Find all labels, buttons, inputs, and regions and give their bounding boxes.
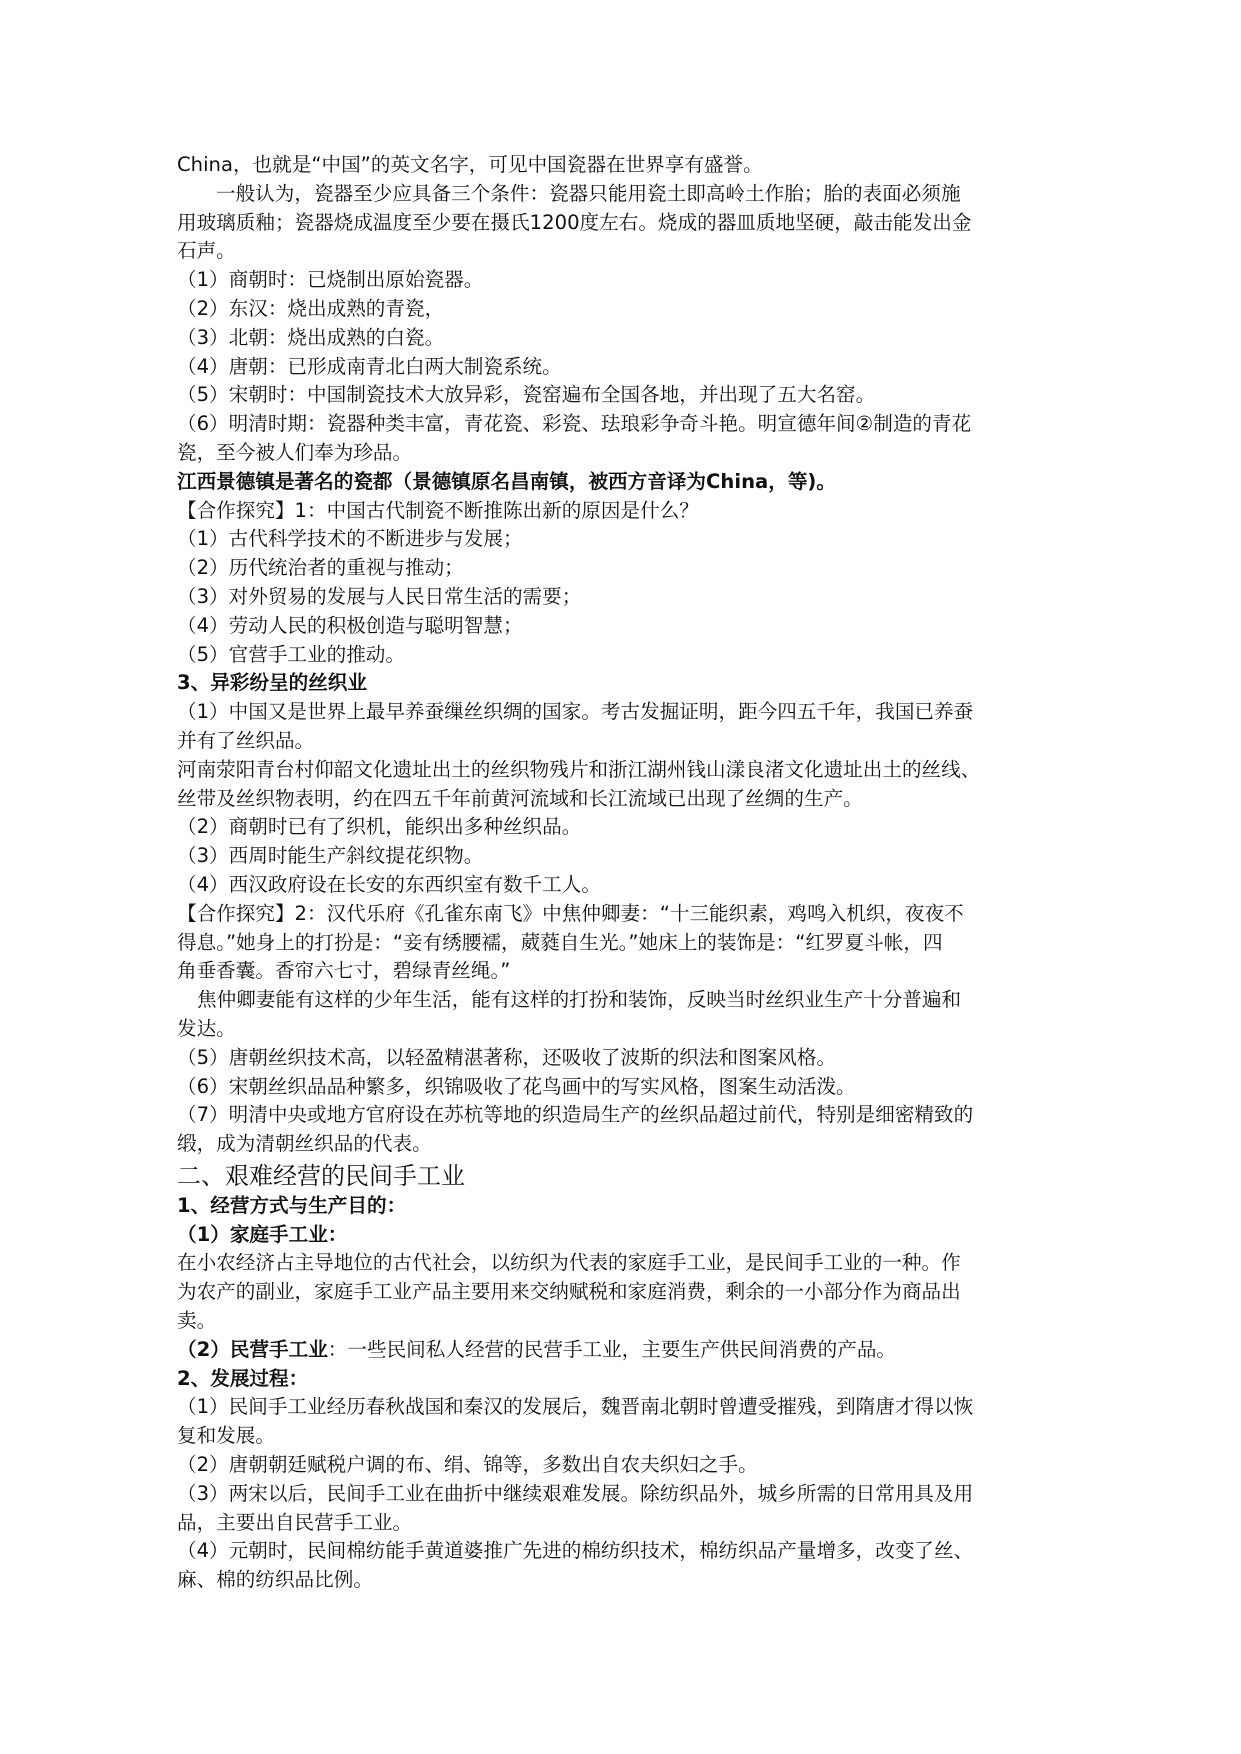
text-segment: ：一些民间私人经营的民营手工业，主要生产供民间消费的产品。 xyxy=(327,1337,897,1361)
text-line xyxy=(177,813,1077,842)
text-line xyxy=(177,1566,1077,1595)
document-page xyxy=(177,151,1077,1595)
text-line xyxy=(177,237,1077,266)
text-segment: 用玻璃质釉；瓷器烧成温度至少要在摄氏1200度左右。烧成的器皿质地坚硬，敲击能发出金 xyxy=(177,210,972,234)
text-segment: （3）北朝：烧出成熟的白瓷。 xyxy=(177,325,445,349)
text-segment: 一般认为，瓷器至少应具备三个条件：瓷器只能用瓷土即高岭土作胎；胎的表面必须施 xyxy=(216,181,961,205)
text-segment: （3）西周时能生产斜纹提花织物。 xyxy=(177,844,484,868)
text-segment: （5）官营手工业的推动。 xyxy=(177,642,405,666)
text-line xyxy=(177,785,1077,814)
text-segment: 并有了丝织品。 xyxy=(177,728,315,752)
text-line xyxy=(177,353,1077,382)
text-segment: 【合作探究】1：中国古代制瓷不断推陈出新的原因是什么？ xyxy=(177,498,699,522)
bold-text-line xyxy=(177,1365,1077,1394)
text-segment: 得息。”她身上的打扮是：“妾有绣腰襦，葳蕤自生光。”她床上的装饰是：“红罗夏斗帐，四 xyxy=(177,930,943,954)
text-line xyxy=(177,842,1077,871)
text-segment: （2）商朝时已有了织机，能织出多种丝织品。 xyxy=(177,815,582,839)
text-segment: 石声。 xyxy=(177,239,236,263)
bold-label: （2）民营手工业 xyxy=(177,1337,328,1361)
text-segment: （6）明清时期：瓷器种类丰富，青花瓷、彩瓷、珐琅彩争奇斗艳。明宣德年间②制造的青花 xyxy=(177,412,972,436)
text-line xyxy=(177,1509,1077,1538)
text-segment: （5）宋朝时：中国制瓷技术大放异彩，瓷窑遍布全国各地，并出现了五大名窑。 xyxy=(177,383,876,407)
text-segment: （3）两宋以后，民间手工业在曲折中继续艰难发展。除纺织品外，城乡所需的日常用具及用 xyxy=(177,1481,974,1505)
text-line xyxy=(177,324,1077,353)
text-line xyxy=(177,1044,1077,1073)
bold-text-line xyxy=(177,669,1077,698)
text-line xyxy=(177,900,1077,929)
text-line xyxy=(177,497,1077,526)
text-line xyxy=(177,1278,1077,1307)
text-line xyxy=(177,957,1077,986)
text-segment: （1）家庭手工业： xyxy=(177,1222,348,1246)
text-segment: （4）元朝时，民间棉纺能手黄道婆推广先进的棉纺织技术，棉纺织品产量增多，改变了丝、 xyxy=(177,1539,974,1563)
text-segment: （2）历代统治者的重视与推动； xyxy=(177,556,464,580)
text-line xyxy=(177,727,1077,756)
text-line xyxy=(177,439,1077,468)
text-segment: 发达。 xyxy=(177,1016,236,1040)
text-segment: （7）明清中央或地方官府设在苏杭等地的织造局生产的丝织品超过前代，特别是细密精致的 xyxy=(177,1103,974,1127)
text-segment: 1、经营方式与生产目的： xyxy=(177,1193,407,1217)
text-segment: （6）宋朝丝织品品种繁多，织锦吸收了花鸟画中的写实风格，图案生动活泼。 xyxy=(177,1074,856,1098)
text-segment: （2）唐朝朝廷赋税户调的布、绢、锦等，多数出自农夫织妇之手。 xyxy=(177,1453,758,1477)
text-line xyxy=(177,1393,1077,1422)
text-line xyxy=(177,151,1077,180)
text-segment: 3、异彩纷呈的丝织业 xyxy=(177,671,367,695)
text-line xyxy=(177,1073,1077,1102)
text-line xyxy=(177,381,1077,410)
text-segment: 品，主要出自民营手工业。 xyxy=(177,1510,413,1534)
text-line xyxy=(177,1336,1077,1365)
text-line xyxy=(177,1101,1077,1130)
text-line xyxy=(177,525,1077,554)
bold-text-line xyxy=(177,1192,1077,1221)
text-line xyxy=(177,986,1077,1015)
text-segment: 复和发展。 xyxy=(177,1424,275,1448)
text-segment: （2）东汉：烧出成熟的青瓷， xyxy=(177,296,445,320)
text-line xyxy=(177,1307,1077,1336)
text-line xyxy=(177,295,1077,324)
bold-text-line xyxy=(177,468,1077,497)
text-segment: （4）唐朝：已形成南青北白两大制瓷系统。 xyxy=(177,354,562,378)
text-segment: 在小农经济占主导地位的古代社会，以纺织为代表的家庭手工业，是民间手工业的一种。作 xyxy=(177,1251,961,1275)
text-line xyxy=(177,1249,1077,1278)
text-line xyxy=(177,871,1077,900)
text-segment: 为农产的副业，家庭手工业产品主要用来交纳赋税和家庭消费，剩余的一小部分作为商品出 xyxy=(177,1280,961,1304)
text-segment: （1）商朝时：已烧制出原始瓷器。 xyxy=(177,268,484,292)
bold-text-line xyxy=(177,1221,1077,1250)
text-line xyxy=(177,641,1077,670)
text-segment: 2、发展过程： xyxy=(177,1366,309,1390)
text-line xyxy=(177,1480,1077,1509)
text-segment: 卖。 xyxy=(177,1309,217,1333)
text-line xyxy=(177,1537,1077,1566)
text-line xyxy=(177,180,1077,209)
text-line xyxy=(177,266,1077,295)
text-segment: 角垂香囊。香帘六七寸，碧绿青丝绳。” xyxy=(177,959,511,983)
text-line xyxy=(177,209,1077,238)
text-line xyxy=(177,929,1077,958)
text-segment: 江西景德镇是著名的瓷都（景德镇原名昌南镇，被西方音译为China，等)。 xyxy=(177,469,836,493)
text-line xyxy=(177,554,1077,583)
text-segment: （1）民间手工业经历春秋战国和秦汉的发展后，魏晋南北朝时曾遭受摧残，到隋唐才得以恢 xyxy=(177,1395,974,1419)
text-segment: 麻、棉的纺织品比例。 xyxy=(177,1568,373,1592)
text-segment: 丝带及丝织物表明，约在四五千年前黄河流域和长江流域已出现了丝绸的生产。 xyxy=(177,786,863,810)
text-segment: 二、艰难经营的民间手工业 xyxy=(177,1161,465,1190)
text-line xyxy=(177,1422,1077,1451)
text-segment: 瓷，至今被人们奉为珍品。 xyxy=(177,440,413,464)
text-segment: 【合作探究】2：汉代乐府《孔雀东南飞》中焦仲卿妻：“十三能织素，鸡鸣入机织，夜夜不 xyxy=(177,901,964,925)
text-segment: （4）西汉政府设在长安的东西织室有数千工人。 xyxy=(177,872,601,896)
text-segment: （1）中国又是世界上最早养蚕缫丝织绸的国家。考古发掘证明，距今四五千年，我国已养蚕 xyxy=(177,700,974,724)
text-segment: 焦仲卿妻能有这样的少年生活，能有这样的打扮和装饰，反映当时丝织业生产十分普遍和 xyxy=(197,988,962,1012)
section-heading xyxy=(177,1160,1077,1192)
text-line xyxy=(177,1015,1077,1044)
text-segment: （4）劳动人民的积极创造与聪明智慧； xyxy=(177,613,523,637)
text-line xyxy=(177,1130,1077,1159)
text-segment: China，也就是“中国”的英文名字，可见中国瓷器在世界享有盛誉。 xyxy=(177,153,763,176)
text-line xyxy=(177,756,1077,785)
text-segment: （1）古代科学技术的不断进步与发展； xyxy=(177,527,523,551)
text-segment: 河南荥阳青台村仰韶文化遗址出土的丝织物残片和浙江湖州钱山漾良渚文化遗址出土的丝线、 xyxy=(177,757,981,781)
text-line xyxy=(177,1451,1077,1480)
text-segment: 缎，成为清朝丝织品的代表。 xyxy=(177,1132,432,1156)
text-line xyxy=(177,698,1077,727)
text-line xyxy=(177,583,1077,612)
text-line xyxy=(177,410,1077,439)
text-segment: （5）唐朝丝织技术高，以轻盈精湛著称，还吸收了波斯的织法和图案风格。 xyxy=(177,1045,837,1069)
text-segment: （3）对外贸易的发展与人民日常生活的需要； xyxy=(177,584,582,608)
text-line xyxy=(177,612,1077,641)
